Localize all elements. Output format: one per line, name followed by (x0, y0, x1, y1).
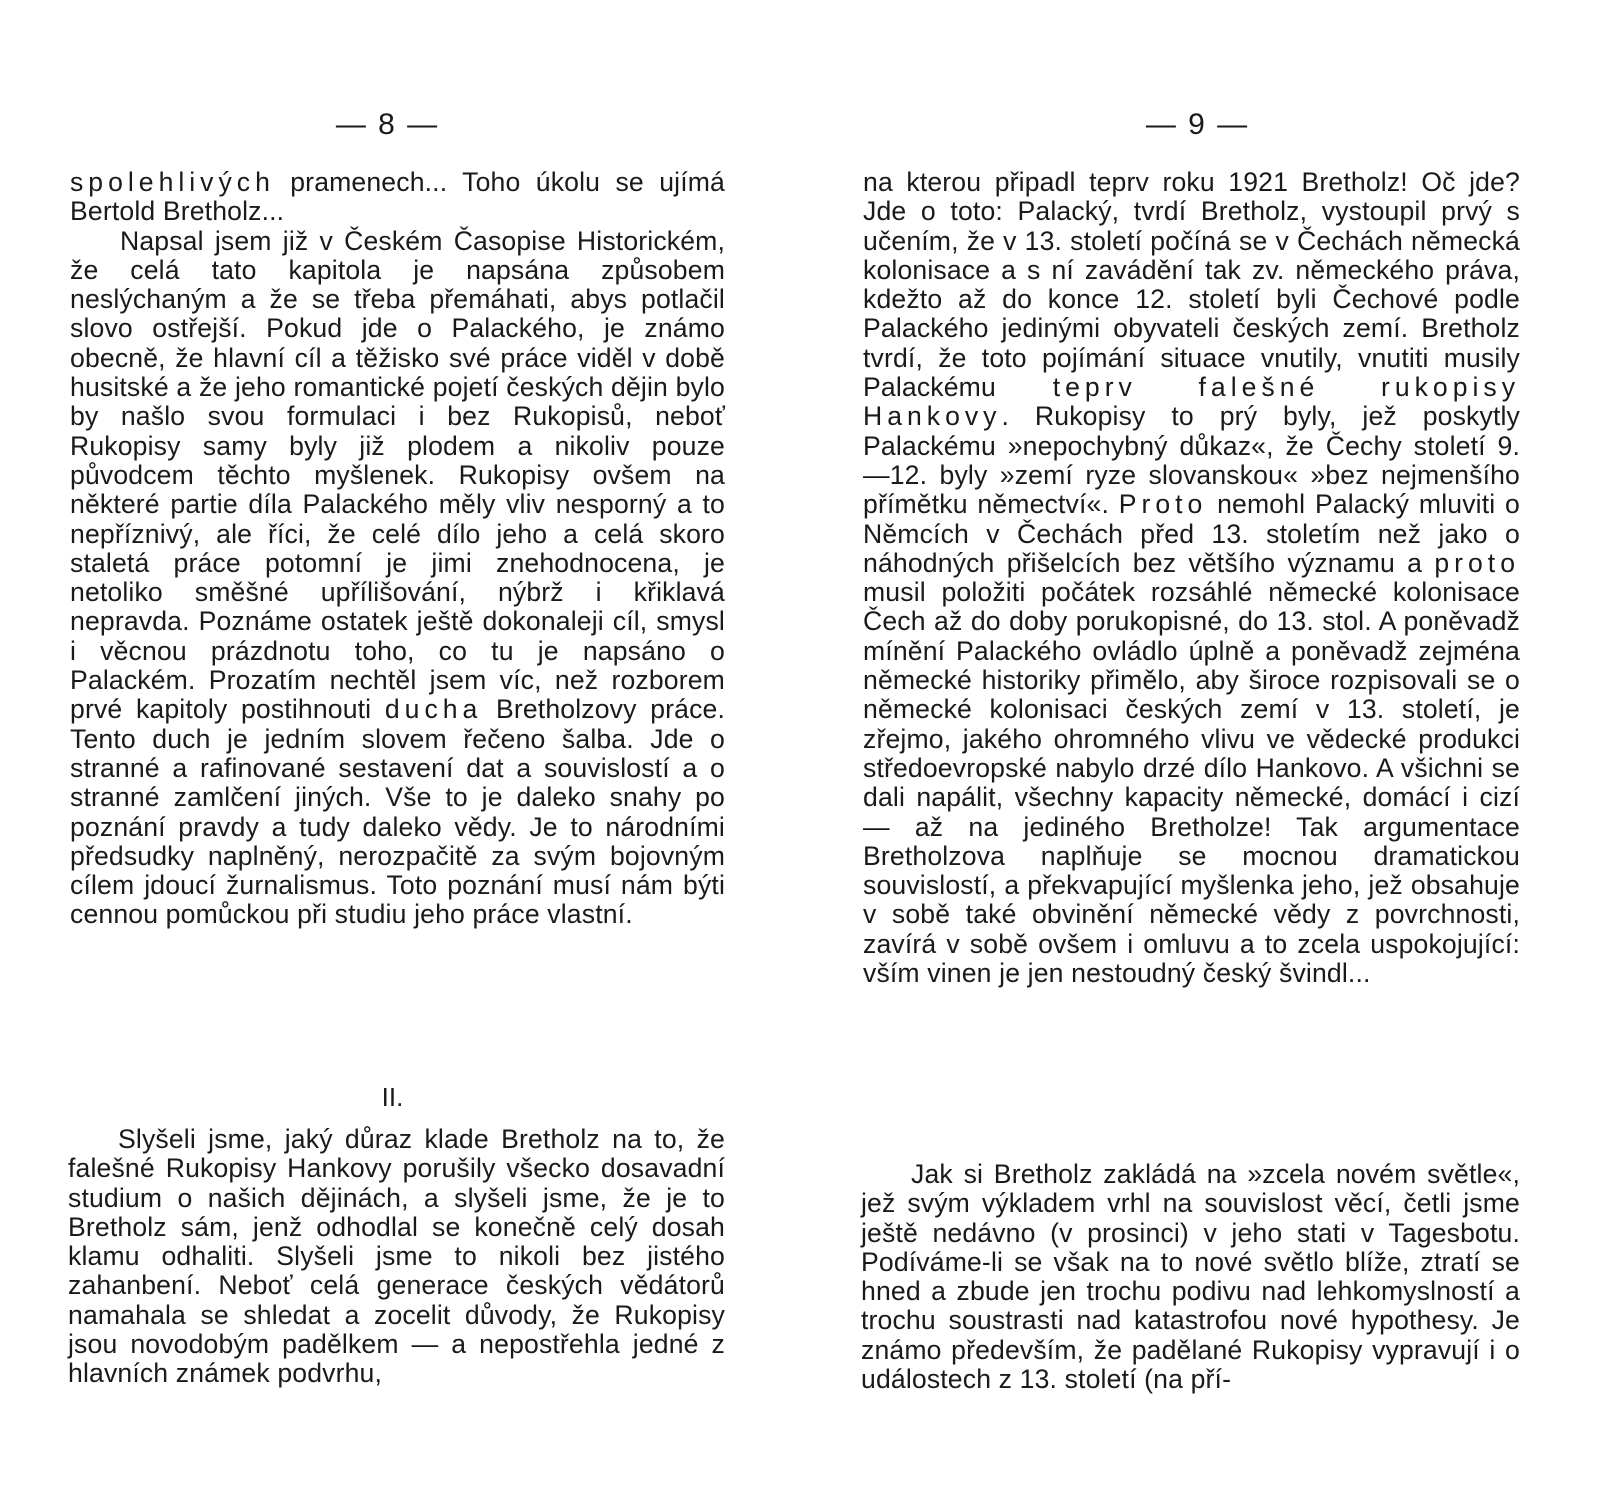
paragraph-text: pramenech... Toho úkolu se ujímá Bertold Bretholz... (70, 167, 725, 227)
page-number: — 8 — (335, 108, 440, 141)
spaced-emphasis: spolehlivých (70, 167, 275, 197)
text-column (863, 168, 1520, 988)
spaced-emphasis: proto (1434, 547, 1520, 578)
paragraph-text: Slyšeli jsme, jaký důraz klade Bretholz na to, že falešné Rukopisy Hankovy porušily všecko dosavadní studium o našich dějinách, a slyšeli jsme, že je to Bretholz sám, jenž odhodlal se konečně celý dosah klamu odhaliti. Slyšeli jsme to nikoli bez jistého zahanbení. Neboť celá generace českých vědátorů namahala se shledat a zocelit důvody, že Rukopisy jsou novodobým padělkem — a nepostřehla jedné z hlavních známek podvrhu, (68, 1124, 725, 1389)
paragraph-text: nemohl Palacký mluviti o Němcích v Čechách před 13. stoletím než jako o náhodných přišelcích bez většího významu a (863, 489, 1520, 578)
paragraph-text: musil položiti počátek rozsáhlé německé kolonisace Čech až do doby porukopisné, do 13. stol. A poněvadž mínění Palackého ovládlo úplně a poněvadž zejména německé historiky přimělo, aby široce rozpisovali se o německé kolonisaci českých zemí v 13. století, je zřejmo, jakého ohromného vlivu ve vědecké produkci středoevropské nabylo drzé dílo Hankovo. A všichni se dali napálit, všechny kapacity německé, domácí i cizí — až na jediného Bretholze! Tak argumentace Bretholzova naplňuje se mocnou dramatickou souvislostí, a překvapující myšlenka jeho, jež obsahuje v sobě také obvinění německé vědy z povrchnosti, zavírá v sobě ovšem i omluvu a to zcela uspokojující: vším vinen je jen nestoudný český švindl... (863, 577, 1520, 989)
paragraph (70, 168, 725, 227)
text-column (70, 168, 725, 930)
spaced-emphasis: ducha (384, 694, 483, 725)
paragraph (68, 1125, 725, 1389)
spaced-emphasis: Proto (1118, 489, 1208, 520)
paragraph-text: Bretholzovy práce. Tento duch je jedním slovem řečeno šalba. Jde o stranné a rafinované sestavení dat a souvislostí a o stranné zamlčení jiných. Vše to je daleko snahy po poznání pravdy a tudy daleko vědy. Je to národními předsudky naplněný, nerozpačitě za svým bojovným cílem jdoucí žurnalismus. Toto poznání musí nám býti cennou pomůckou při studiu jeho práce vlastní. (70, 694, 725, 930)
text-column (68, 1125, 725, 1389)
paragraph (861, 1160, 1520, 1394)
spaced-emphasis: teprv falešné rukopisy Hankovy (863, 372, 1520, 432)
paragraph (863, 168, 1520, 988)
paragraph-text: na kterou připadl teprv roku 1921 Bretholz! Oč jde? Jde o toto: Palacký, tvrdí Bretholz, vystoupil prvý s učením, že v 13. století počíná se v Čechách německá kolonisace a s ní zavádění tak zv. německého práva, kdežto až do konce 12. století byli Čechové podle Palackého jedinými obyvateli českých zemí. Bretholz tvrdí, že toto pojímání situace vnutily, vnutiti musily Palackému (863, 167, 1520, 403)
paragraph-text: Napsal jsem již v Českém Časopise Historickém, že celá tato kapitola je napsána způsobem neslýchaným a že se třeba přemáhati, abys potlačil slovo ostřejší. Pokud jde o Palackého, je známo obecně, že hlavní cíl a těžisko své práce viděl v době husitské a že jeho romantické pojetí českých dějin bylo by našlo svou formulaci i bez Rukopisů, neboť Rukopisy samy byly již plodem a nikoliv pouze původcem těchto myšlenek. Rukopisy ovšem na některé partie díla Palackého měly vliv nesporný a to nepříznivý, ale říci, že celé dílo jeho a celá skoro staletá práce potomní je jimi znehodnocena, je netoliko směšné upřílišování, nýbrž i křiklavá nepravda. Poznáme ostatek ještě dokonaleji cíl, smysl i věcnou prázdnotu toho, co tu je napsáno o Palackém. Prozatím nechtěl jsem víc, než rozborem prvé kapitoly postihnouti (70, 225, 725, 725)
section-heading: II. (381, 1082, 404, 1112)
paragraph (70, 227, 725, 930)
page-number: — 9 — (1145, 108, 1250, 141)
paragraph-text: . Rukopisy to prý byly, jež poskytly Palackému »nepochybný důkaz«, že Čechy století 9.—12. byly »zemí ryze slovanskou« »bez nejmenšího přímětku němectví«. (863, 401, 1520, 520)
right-page (805, 0, 1610, 1500)
text-column (861, 1160, 1520, 1394)
paragraph-text: Jak si Bretholz zakládá na »zcela novém světle«, jež svým výkladem vrhl na souvislost věcí, četli jsme ještě nedávno (v prosinci) v jeho stati v Tagesbotu. Podíváme-li se však na to nové světlo blíže, ztratí se hned a zbude jen trochu podivu nad lehkomyslností a trochu soustrasti nad katastrofou nové hypothesy. Je známo především, že padělané Rukopisy vypravují i o událostech z 13. století (na pří- (861, 1159, 1520, 1395)
